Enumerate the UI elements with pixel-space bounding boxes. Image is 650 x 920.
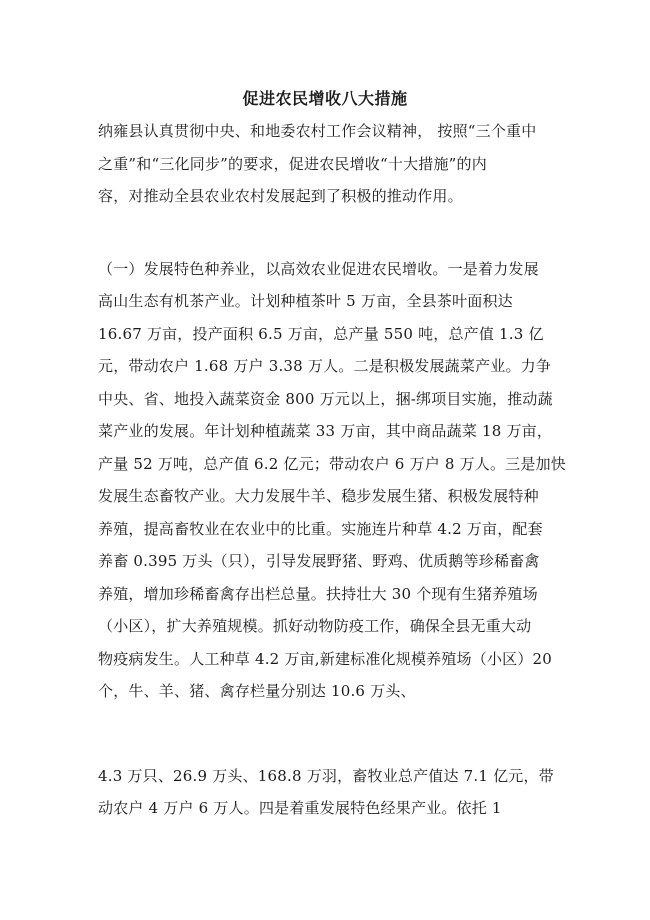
intro-line: 之重”和“三化同步”的要求，促进农民增收“十大措施”的内: [98, 155, 487, 173]
document-title: 促进农民增收八大措施: [242, 89, 408, 108]
paragraph-line: 物疫病发生。人工种草 4.2 万亩,新建标准化规模养殖场（小区）20: [98, 650, 553, 668]
paragraph-line: 养畜 0.395 万头（只），引导发展野猪、野鸡、优质鹅等珍稀畜禽: [98, 552, 540, 570]
paragraph-line: 菜产业的发展。年计划种植蔬菜 33 万亩，其中商品蔬菜 18 万亩，: [98, 422, 553, 440]
paragraph-line: 16.67 万亩，投产面积 6.5 万亩，总产量 550 吨，总产值 1.3 亿: [98, 325, 544, 343]
paragraph-line: 产量 52 万吨，总产值 6.2 亿元；带动农户 6 万户 8 万人。三是加快: [98, 455, 566, 473]
paragraph-line: 动农户 4 万户 6 万人。四是着重发展特色经果产业。依托 1: [98, 799, 502, 817]
paragraph-line: 个，牛、羊、猪、禽存栏量分别达 10.6 万头、: [98, 682, 416, 700]
paragraph-line: 4.3 万只、26.9 万头、168.8 万羽，畜牧业总产值达 7.1 亿元，带: [98, 767, 554, 785]
intro-line: 容，对推动全县农业农村发展起到了积极的推动作用。: [98, 187, 463, 205]
paragraph-line: 中央、省、地投入蔬菜资金 800 万元以上，捆-绑项目实施，推动蔬: [98, 390, 553, 408]
paragraph-line: （一）发展特色种养业，以高效农业促进农民增收。一是着力发展: [98, 260, 539, 278]
paragraph-line: 发展生态畜牧产业。大力发展牛羊、稳步发展生猪、积极发展特种: [98, 487, 539, 505]
paragraph-line: （小区），扩大养殖规模。抓好动物防疫工作，确保全县无重大动: [98, 617, 532, 635]
paragraph-line: 养殖，提高畜牧业在农业中的比重。实施连片种草 4.2 万亩，配套: [98, 520, 543, 538]
paragraph-line: 高山生态有机茶产业。计划种植茶叶 5 万亩，全县茶叶面积达: [98, 292, 513, 310]
intro-line: 纳雍县认真贯彻中央、和地委农村工作会议精神， 按照“三个重中: [98, 122, 537, 140]
paragraph-line: 养殖，增加珍稀畜禽存出栏总量。扶持壮大 30 个现有生猪养殖场: [98, 585, 538, 603]
paragraph-line: 元，带动农户 1.68 万户 3.38 万人。二是积极发展蔬菜产业。力争: [98, 357, 552, 375]
